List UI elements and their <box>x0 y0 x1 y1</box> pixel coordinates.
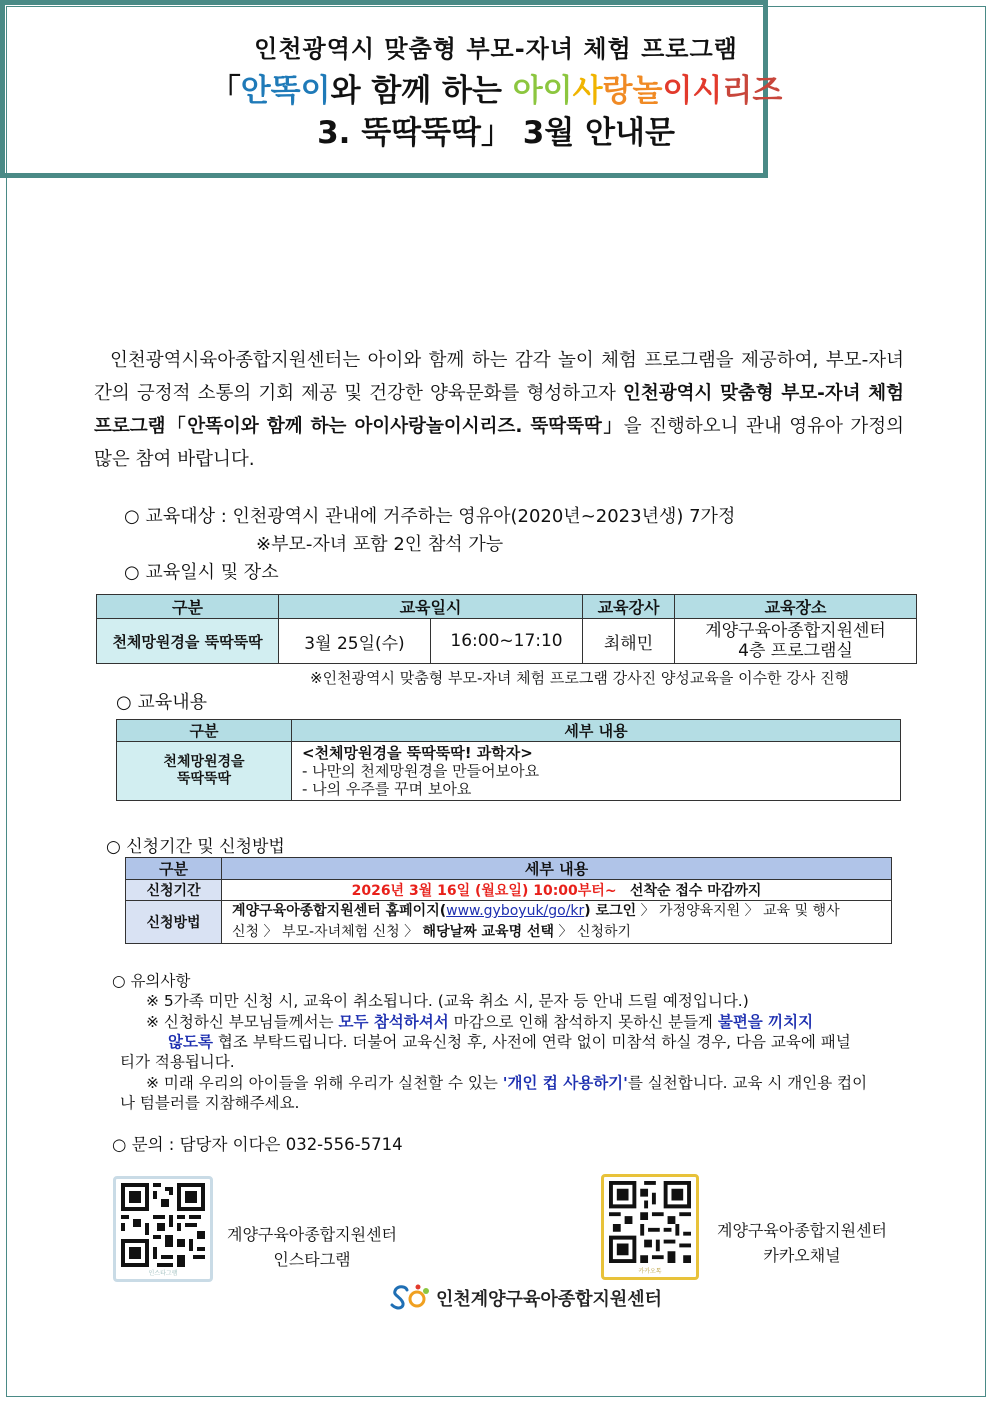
kakao-label-line-1: 계양구육아종합지원센터 <box>716 1221 888 1240</box>
apply-table <box>125 857 892 944</box>
note-2-emphasis: 불편을 끼치지 <box>717 1013 814 1031</box>
title-rainbow-char: 이 <box>542 73 573 109</box>
contact-line: ○ 문의 : 담당자 이다은 032-556-5714 <box>112 1135 403 1154</box>
apply-period-date: 2026년 3월 16일 (월요일) 10:00부터~ <box>351 883 617 899</box>
note-2-emphasis: 않도록 <box>168 1033 213 1051</box>
apply-method-select: 해당날짜 교육명 선택 <box>422 924 555 940</box>
content-name-line-1: 천체망원경을 <box>163 754 245 770</box>
title-box <box>0 0 783 178</box>
instagram-label-line-1: 계양구육아종합지원센터 <box>226 1225 398 1244</box>
title-rainbow-char: 놀 <box>632 73 663 109</box>
content-header: 세부 내용 <box>292 720 901 742</box>
title-rainbow-char: 아 <box>512 73 543 109</box>
note-3-text: ※ 미래 우리의 아이들을 위해 우리가 실천할 수 있는 <box>146 1074 503 1092</box>
instagram-qr-icon <box>121 1183 205 1267</box>
content-detail-item: - 나만의 천제망원경을 만들어보아요 <box>302 762 540 780</box>
schedule-header: 교육장소 <box>675 595 917 619</box>
target-note: ※부모-자녀 포함 2인 참석 가능 <box>256 534 504 555</box>
title-line-1: 인천광역시 맞춤형 부모-자녀 체험 프로그램 <box>254 35 738 63</box>
note-3-line-2: 나 텀블러를 지참해주세요. <box>120 1094 300 1112</box>
intro-text-1: 인천광역시육아종합지원센터는 아이와 함께 하는 감각 놀이 체험 프로그램을 제공하여, 부모-자녀 간의 긍정적 소통의 기회 제공 및 건강한 양육문화를 형성하고자 <box>94 350 904 404</box>
footer-logo <box>388 1283 668 1313</box>
content-program-name <box>117 742 292 801</box>
kakao-qr-card[interactable] <box>601 1174 699 1280</box>
apply-period-label: 신청기간 <box>126 880 222 901</box>
intro-paragraph <box>94 344 904 476</box>
schedule-place-line-1: 계양구육아종합지원센터 <box>705 621 886 641</box>
title-line-3: 3. 뚝딱뚝딱」 3월 안내문 <box>317 115 675 151</box>
title-blue-text: 안똑이 <box>240 73 331 109</box>
note-2-text: ※ 신청하신 부모님들께서는 <box>146 1013 339 1031</box>
content-detail-item: - 나의 우주를 꾸며 보아요 <box>302 780 472 798</box>
instagram-qr-card[interactable] <box>113 1176 213 1282</box>
title-rainbow-char: 이 <box>662 73 693 109</box>
apply-method-path-3: 〉 신청하기 <box>554 924 632 940</box>
content-heading: ○ 교육내용 <box>116 692 207 713</box>
note-3-emphasis: '개인 컵 사용하기' <box>502 1074 628 1092</box>
schedule-date: 3월 25일(수) <box>279 619 431 664</box>
schedule-header: 교육일시 <box>279 595 583 619</box>
note-3-line-1 <box>146 1073 867 1094</box>
apply-method-site: 계양구육아종합지원센터 홈페이지( <box>232 903 447 919</box>
title-bracket: 「 <box>209 73 241 109</box>
schedule-table <box>96 594 917 664</box>
instagram-label-line-2: 인스타그램 <box>273 1250 351 1269</box>
note-2-text: 마감으로 인해 참석하지 못하신 분들게 <box>448 1013 718 1031</box>
content-detail <box>292 742 901 801</box>
content-detail-title: <천체망원경을 뚝딱뚝딱! 과학자> <box>302 744 533 762</box>
instagram-qr-caption: 인스타그램 <box>148 1270 178 1277</box>
title-rainbow-char: 리 <box>722 73 753 109</box>
kakao-qr-icon <box>609 1181 691 1263</box>
note-2-line-3: 티가 적용됩니다. <box>120 1053 235 1071</box>
note-2-line-1 <box>146 1012 813 1033</box>
content-header: 구분 <box>117 720 292 742</box>
apply-method <box>222 901 892 944</box>
apply-heading: ○ 신청기간 및 신청방법 <box>106 837 285 857</box>
notes-heading: ○ 유의사항 <box>112 972 191 990</box>
apply-website-link[interactable]: www.gyboyuk/go/kr <box>446 903 585 919</box>
intro-program-name: 인천광역시 맞춤형 부모-자녀 체험 프로그램「안똑이와 함께 하는 아이사랑놀이시리즈. 뚝딱뚝딱」 <box>94 383 905 437</box>
title-rainbow-char: 즈 <box>752 73 783 109</box>
kakao-label <box>712 1218 892 1268</box>
apply-header: 세부 내용 <box>222 858 892 880</box>
schedule-heading: ○ 교육일시 및 장소 <box>124 562 279 583</box>
intro-text-2: 을 진행하오니 관내 영유아 가정의 많은 참여 바랍니다. <box>94 416 905 470</box>
instagram-label <box>222 1222 402 1272</box>
note-2-emphasis: 모두 참석하셔서 <box>338 1013 449 1031</box>
schedule-program-name: 천체망원경을 뚝딱뚝딱 <box>97 619 279 664</box>
apply-method-path-1: 〉 가정양육지원 〉 교육 및 행사 <box>636 903 840 919</box>
apply-method-path-2: 신청 〉 부모-자녀체험 신청 〉 <box>232 924 423 940</box>
footer-logo-text: 인천계양구육아종합지원센터 <box>436 1289 663 1310</box>
title-rainbow-char: 사 <box>572 73 603 109</box>
schedule-note: ※인천광역시 맞춤형 부모-자녀 체험 프로그램 강사진 양성교육을 이수한 강사 진행 <box>310 669 850 687</box>
kakao-label-line-2: 카카오채널 <box>763 1246 841 1265</box>
apply-period <box>222 880 892 901</box>
apply-method-label: 신청방법 <box>126 901 222 944</box>
schedule-instructor: 최해민 <box>583 619 675 664</box>
content-table <box>116 719 901 801</box>
apply-period-end: 선착순 접수 마감까지 <box>629 883 762 899</box>
apply-header: 구분 <box>126 858 222 880</box>
schedule-header: 교육강사 <box>583 595 675 619</box>
title-rainbow-char: 랑 <box>602 73 633 109</box>
schedule-place-line-2: 4층 프로그램실 <box>738 641 853 661</box>
target-line: ○ 교육대상 : 인천광역시 관내에 거주하는 영유아(2020년~2023년생) 7가정 <box>124 506 736 527</box>
schedule-time: 16:00~17:10 <box>431 619 583 664</box>
schedule-header: 구분 <box>97 595 279 619</box>
center-logo-icon <box>388 1283 432 1313</box>
content-name-line-2: 뚝딱뚝딱 <box>176 771 232 787</box>
apply-method-login: ) 로그인 <box>584 903 637 919</box>
title-black-text: 와 함께 하는 <box>330 73 513 109</box>
note-2-text: 협조 부탁드립니다. 더불어 교육신청 후, 사전에 연락 없이 미참석 하실 경우, 다음 교육에 패널 <box>212 1033 851 1051</box>
title-rainbow-char: 시 <box>692 73 723 109</box>
title-line-2 <box>7 65 985 110</box>
note-3-text: 를 실천합니다. 교육 시 개인용 컵이 <box>627 1074 868 1092</box>
note-1: ※ 5가족 미만 신청 시, 교육이 취소됩니다. (교육 취소 시, 문자 등 안내 드릴 예정입니다.) <box>146 992 749 1010</box>
schedule-place <box>675 619 917 664</box>
kakao-qr-caption: 카카오톡 <box>638 1268 662 1275</box>
note-2-line-2 <box>168 1032 851 1053</box>
